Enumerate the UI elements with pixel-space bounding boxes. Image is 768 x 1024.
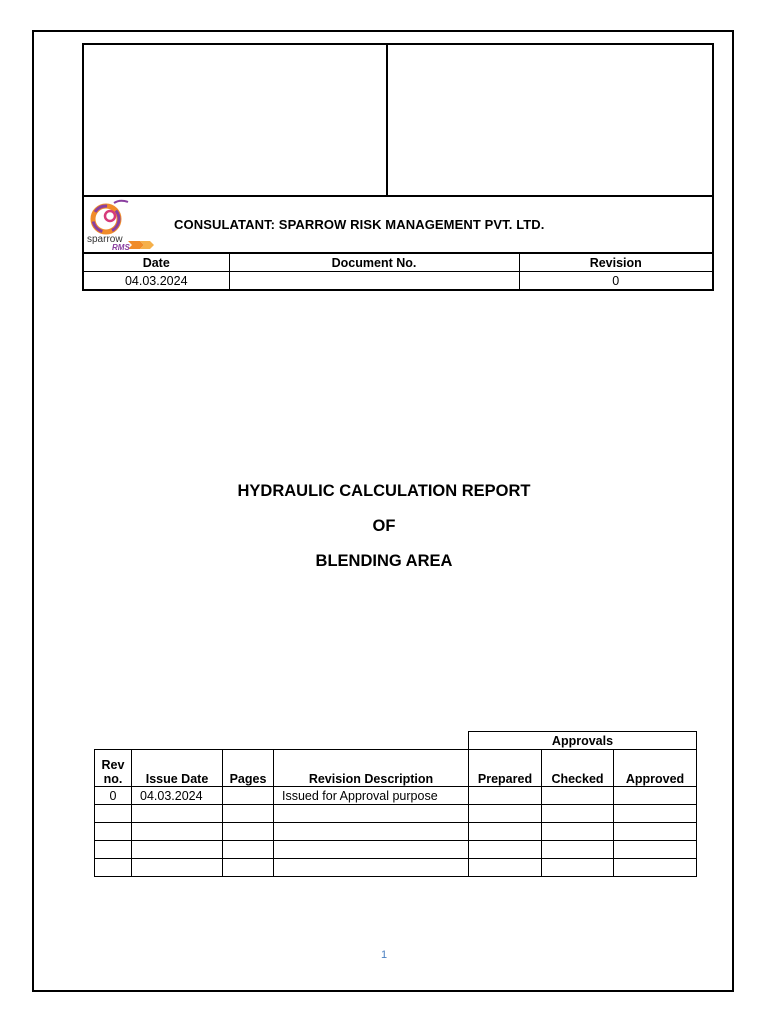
rev-no-header: Rev no. <box>95 750 132 787</box>
sparrow-rms-logo-icon <box>84 197 160 252</box>
pages-cell <box>223 787 274 805</box>
page-number: 1 <box>380 949 388 961</box>
consultant-name: CONSULATANT: SPARROW RISK MANAGEMENT PVT. LTD. <box>174 217 545 232</box>
checked-cell <box>542 787 614 805</box>
approved-header: Approved <box>614 750 697 787</box>
report-title-line3: BLENDING AREA <box>315 552 453 570</box>
pages-header: Pages <box>223 750 274 787</box>
header-top-cells <box>84 45 712 197</box>
document-no-header: Document No. <box>229 254 519 272</box>
table-row <box>95 823 697 841</box>
table-row <box>95 859 697 877</box>
checked-header: Checked <box>542 750 614 787</box>
document-no-value <box>229 272 519 290</box>
table-row <box>95 841 697 859</box>
revision-header: Revision <box>519 254 712 272</box>
issue-date-cell: 04.03.2024 <box>132 787 223 805</box>
consultant-row <box>84 197 712 254</box>
report-title-line2: OF <box>372 517 396 535</box>
approved-cell <box>614 787 697 805</box>
revision-value: 0 <box>519 272 712 290</box>
document-meta-table <box>84 254 712 289</box>
rev-no-cell: 0 <box>95 787 132 805</box>
date-header: Date <box>84 254 229 272</box>
logo-text-rms: RMS <box>112 243 130 252</box>
date-value: 04.03.2024 <box>84 272 229 290</box>
header-cell-right <box>388 45 712 195</box>
logo-text-sparrow: sparrow <box>87 234 123 245</box>
revision-table <box>94 731 697 877</box>
prepared-cell <box>469 787 542 805</box>
revision-description-header: Revision Description <box>274 750 469 787</box>
prepared-header: Prepared <box>469 750 542 787</box>
issue-date-header: Issue Date <box>132 750 223 787</box>
table-row <box>95 805 697 823</box>
table-row <box>95 787 697 805</box>
approvals-header: Approvals <box>469 732 697 750</box>
revision-description-cell: Issued for Approval purpose <box>274 787 469 805</box>
header-cell-left <box>84 45 388 195</box>
report-title-line1: HYDRAULIC CALCULATION REPORT <box>237 482 531 500</box>
document-header <box>82 43 714 291</box>
